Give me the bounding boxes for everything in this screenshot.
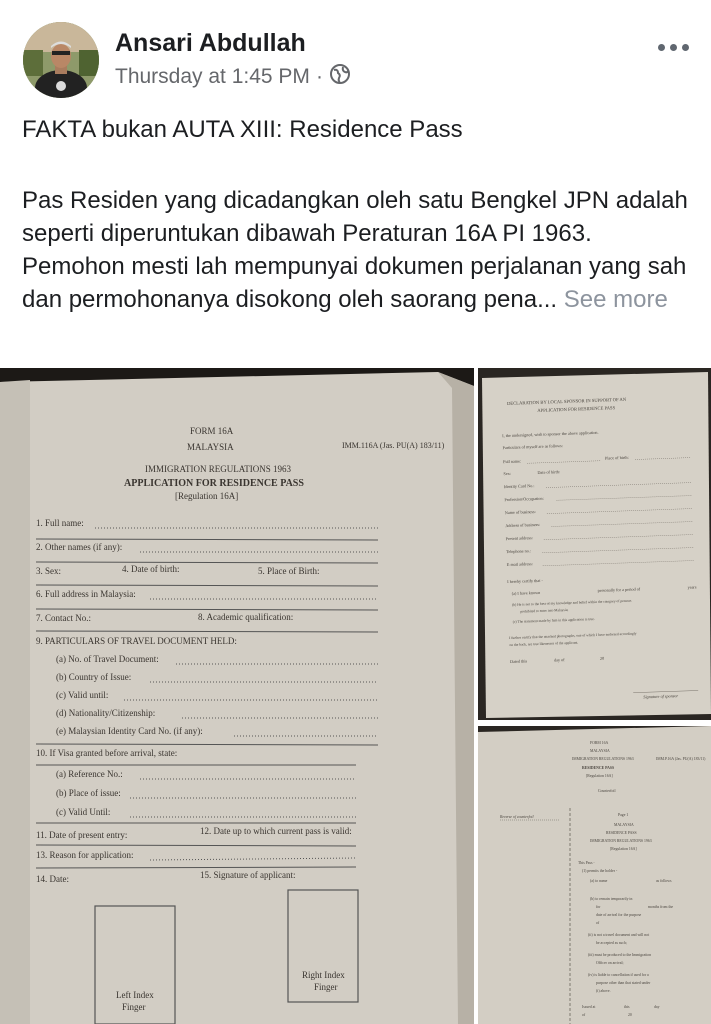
p3-regs: IMMIGRATION REGULATIONS 1963	[572, 757, 634, 761]
p2-heading-2: APPLICATION FOR RESIDENCE PASS	[537, 405, 616, 413]
p2-line: Full name:	[502, 458, 522, 465]
p2-line: Profession/Occupation:	[504, 495, 544, 503]
field-ic-no: (e) Malaysian Identity Card No. (if any):	[56, 726, 203, 736]
field-sex: 3. Sex:	[36, 566, 62, 576]
p3-form: FORM 16A	[590, 741, 609, 745]
p2-line: Telephone no.:	[506, 548, 532, 555]
p3-ref: IMM.P.16A (Jas. PU(A) 183/11)	[656, 757, 706, 761]
p3-a1: (a) to name	[590, 879, 608, 883]
p2-line: years	[687, 584, 697, 590]
field-academic: 8. Academic qualification:	[198, 612, 294, 622]
p2-line: on the back, are true likenesses of the applicant.	[509, 640, 579, 648]
field-visa: 10. If Visa granted before arrival, state:	[36, 748, 178, 758]
field-reason: 13. Reason for application:	[36, 850, 134, 860]
form-regs: IMMIGRATION REGULATIONS 1963	[145, 464, 291, 474]
field-country-issue: (b) Country of Issue:	[56, 672, 132, 682]
field-nationality: (d) Nationality/Citizenship:	[56, 708, 156, 718]
field-signature: 15. Signature of applicant:	[200, 870, 296, 880]
p2-line: prohibited to enter into Malaysia;	[520, 607, 569, 614]
field-date-of-birth: 4. Date of birth:	[122, 564, 180, 574]
p2-line: Date of birth:	[537, 469, 561, 475]
p2-line: (c) The statement made by him in this application is true.	[512, 617, 595, 624]
p2-line: Sex:	[503, 470, 512, 477]
p3-e3: (i) above.	[596, 989, 611, 993]
p3-country: MALAYSIA	[590, 749, 610, 753]
field-date: 14. Date:	[36, 874, 69, 884]
form-regulation: [Regulation 16A]	[175, 491, 239, 501]
field-address: 6. Full address in Malaysia:	[36, 589, 136, 599]
p3-issued-b: this	[624, 1005, 630, 1009]
p2-line: (a) I have known	[511, 589, 541, 596]
p3-issued: Issued at	[582, 1005, 596, 1009]
p3-b1: (b) to remain temporarily in	[590, 897, 633, 901]
post-title: FAKTA bukan AUTA XIII: Residence Pass	[22, 116, 463, 143]
post-timestamp[interactable]: Thursday at 1:45 PM	[115, 65, 310, 88]
photo-residence-pass[interactable]	[478, 726, 711, 1024]
p2-line: personally for a period of	[597, 586, 641, 593]
p3-a1b: as follows	[656, 879, 672, 883]
p2-line: 20	[599, 655, 605, 661]
field-travel-doc: 9. PARTICULARS OF TRAVEL DOCUMENT HELD:	[36, 636, 237, 646]
avatar[interactable]	[23, 22, 99, 98]
field-ref-no: (a) Reference No.:	[56, 769, 123, 779]
p3-c1: MALAYSIA	[614, 823, 634, 827]
p2-line: day of	[553, 657, 565, 663]
p3-b4: of	[596, 921, 600, 925]
p3-issued-d: of	[582, 1013, 586, 1017]
p3-issued-e: 20	[628, 1013, 632, 1017]
p3-c6: be accepted as such;	[596, 941, 627, 945]
p3-issued-c: day	[654, 1005, 660, 1009]
p2-line: Name of business:	[504, 509, 536, 516]
p3-b3: date of arrival for the purpose	[596, 913, 642, 917]
p2-line: (b) He is not to the best of my knowledge and belief within the category of persons	[512, 598, 632, 607]
p3-c3: IMMIGRATION REGULATIONS 1963	[590, 839, 652, 843]
left-finger-label: Left Index	[116, 990, 154, 1000]
photo-application-form[interactable]	[0, 368, 474, 1024]
p3-b2: for	[596, 905, 601, 909]
p3-d2: Officer on arrival;	[596, 961, 624, 965]
p2-line: Dated this	[509, 658, 528, 664]
p2-heading-1: DECLARATION BY LOCAL SPONSOR IN SUPPORT OF AN	[506, 396, 627, 406]
field-visa-valid: (c) Valid Until:	[56, 807, 111, 817]
p3-d1: (iii) must be produced to the Immigration	[588, 953, 652, 957]
p2-line: Identity Card No.:	[503, 483, 535, 490]
field-valid-until: (c) Valid until:	[56, 690, 109, 700]
form-country: MALAYSIA	[187, 442, 234, 452]
field-pass-valid: 12. Date up to which current pass is valid:	[200, 826, 352, 836]
p2-line: Particulars of myself are as follows:	[502, 443, 563, 451]
left-finger-label-2: Finger	[122, 1002, 146, 1012]
p2-line: I hereby certify that -	[507, 577, 543, 585]
p3-title: RESIDENCE PASS	[582, 766, 615, 770]
meta-separator: ·	[315, 65, 323, 88]
field-entry-date: 11. Date of present entry:	[36, 830, 128, 840]
field-place-issue: (b) Place of issue:	[56, 788, 121, 798]
p3-a: (1) permits the holder -	[582, 869, 618, 873]
p2-line: I, the undersigned, wish to sponsor the above application.	[502, 429, 599, 439]
field-doc-no: (a) No. of Travel Document:	[56, 654, 159, 664]
p3-e2: purpose other than that stated under	[596, 981, 651, 985]
form-ref: IMM.116A (Jas. PU(A) 183/11)	[342, 441, 445, 450]
p2-line: Present address:	[505, 535, 533, 542]
post-author[interactable]: Ansari Abdullah	[115, 29, 306, 57]
field-contact: 7. Contact No.:	[36, 613, 91, 623]
p3-pass: This Pass -	[578, 861, 595, 865]
field-place-of-birth: 5. Place of Birth:	[258, 566, 320, 576]
field-full-name: 1. Full name:	[36, 518, 84, 528]
p2-line: Address of business:	[505, 521, 541, 529]
right-finger-label-2: Finger	[314, 982, 338, 992]
post-body-text: Pas Residen yang dicadangkan oleh satu Bengkel JPN adalah seperti diperuntukan dibawah Peraturan 16A PI 1963. Pemohon mesti lah mempunyai dokumen perjalanan yang sah dan permohonanya disokong oleh saorang pena...	[22, 187, 688, 313]
p3-counterfoil: Counterfoil	[598, 789, 616, 793]
p3-e1: (iv) is liable to cancellation if used for a	[588, 973, 649, 977]
globe-icon	[329, 63, 351, 91]
p3-c5: (ii) is not a travel document and will not	[588, 933, 650, 937]
p3-reverse: Reverse of counterfoil	[500, 815, 534, 819]
p2-line: Place of birth:	[604, 454, 629, 461]
p2-line: E-mail address:	[506, 561, 533, 568]
p3-c2: RESIDENCE PASS	[606, 831, 637, 835]
p2-line: I further certify that the attached photographs, one of which I have endorsed accordingly	[509, 631, 637, 641]
post-meta	[115, 63, 351, 91]
p3-page: Page 1	[618, 813, 629, 817]
post-body	[22, 184, 694, 316]
form-number: FORM 16A	[190, 426, 234, 436]
field-other-names: 2. Other names (if any):	[36, 542, 123, 552]
p3-b2b: months from the	[648, 905, 674, 909]
photo-sponsor-declaration[interactable]	[478, 368, 711, 720]
p2-signature: Signature of sponsor	[643, 693, 679, 700]
p3-reg: [Regulation 16A]	[586, 774, 613, 778]
more-options-icon[interactable]	[658, 44, 689, 51]
form-title: APPLICATION FOR RESIDENCE PASS	[124, 478, 304, 489]
right-finger-label: Right Index	[302, 970, 345, 980]
p3-c4: [Regulation 16A]	[610, 847, 637, 851]
see-more-link[interactable]: See more	[563, 286, 668, 313]
